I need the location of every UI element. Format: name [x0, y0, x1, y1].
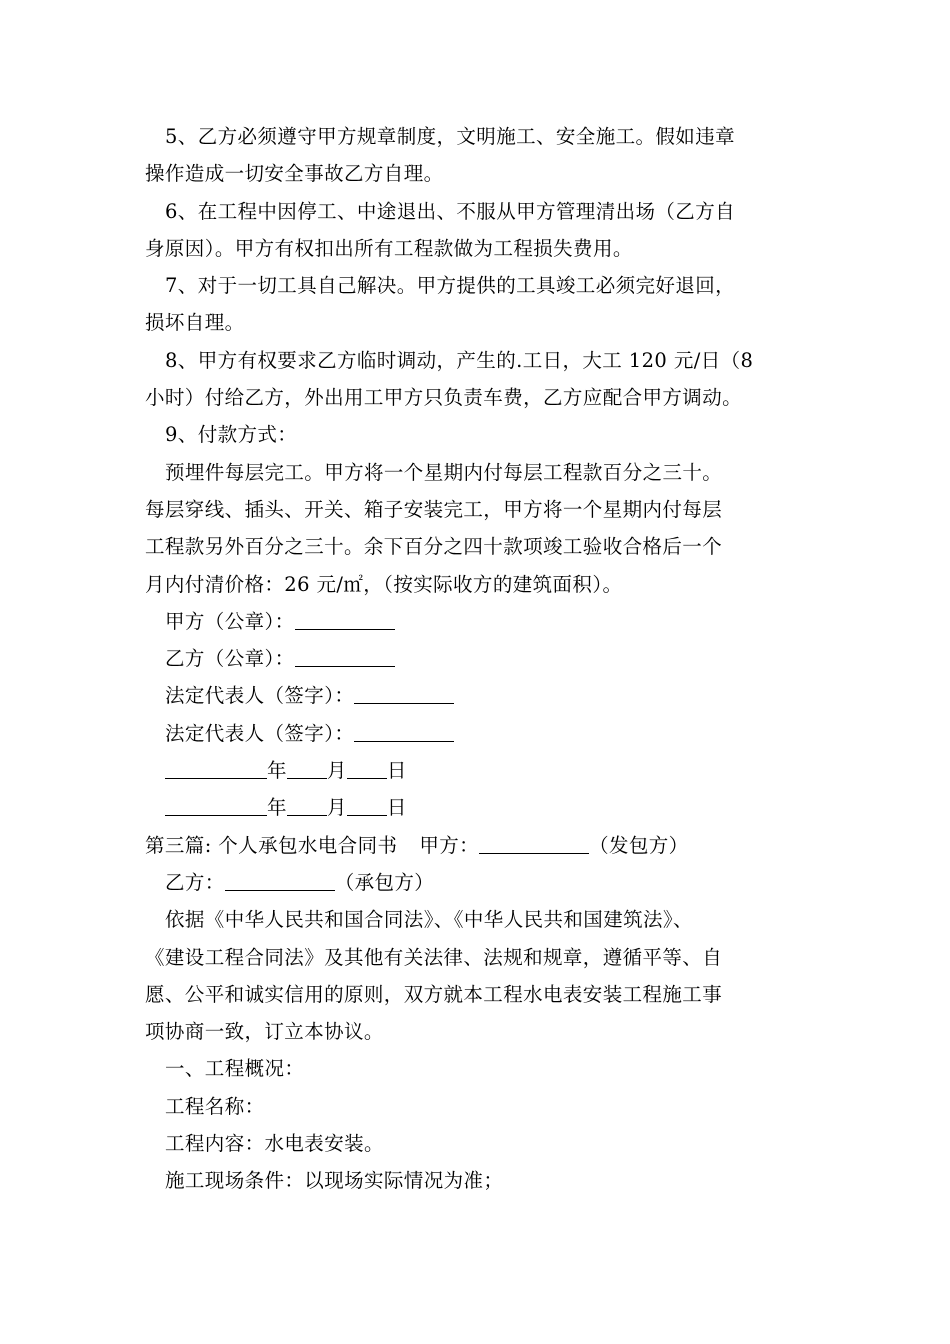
project-name-line: 工程名称： [165, 1094, 265, 1118]
party-b-seal-label: 乙方（公章）： [165, 647, 295, 671]
intro-line-2: 《建设工程合同法》及其他有关法律、法规和规章，遵循平等、自 [145, 945, 723, 969]
legal-rep-line-2 [145, 715, 810, 752]
date-day-blank-1[interactable] [347, 756, 387, 779]
year-label-2: 年 [267, 796, 287, 820]
day-label-2: 日 [386, 796, 407, 820]
party-b-seal-line [145, 640, 810, 677]
project-content-line: 工程内容：水电表安装。 [165, 1132, 384, 1156]
site-conditions-line: 施工现场条件：以现场实际情况为准； [165, 1169, 504, 1193]
party-a-seal-line [145, 603, 810, 640]
section-3-party-a-label: 甲方： [419, 833, 480, 857]
section-3-party-a-role: （发包方） [589, 833, 689, 857]
clause-8-line-1: 8、甲方有权要求乙方临时调动，产生的.工日，大工 120 元/日（8 [165, 348, 754, 372]
month-label-2: 月 [326, 796, 347, 820]
month-label-1: 月 [326, 759, 347, 783]
year-label-1: 年 [267, 759, 287, 783]
clause-8-line-2: 小时）付给乙方，外出用工甲方只负责车费，乙方应配合甲方调动。 [145, 386, 743, 410]
clause-7-line-1: 7、对于一切工具自己解决。甲方提供的工具竣工必须完好退回， [165, 274, 736, 298]
day-label-1: 日 [386, 759, 407, 783]
clause-9-heading: 9、付款方式： [165, 423, 298, 447]
section-3-heading-line [145, 827, 810, 864]
section-3-heading: 第三篇: 个人承包水电合同书 [145, 833, 398, 857]
date-line-2 [145, 789, 810, 826]
section-3-party-b-line [145, 864, 810, 901]
legal-rep-line-1 [145, 677, 810, 714]
overview-heading: 一、工程概况： [165, 1057, 305, 1081]
clause-6-line-1: 6、在工程中因停工、中途退出、不服从甲方管理清出场（乙方自 [165, 199, 736, 223]
clause-5-line-2: 操作造成一切安全事故乙方自理。 [145, 162, 444, 186]
legal-rep-label-1: 法定代表人（签字）： [165, 684, 355, 708]
payment-line-4: 月内付清价格：26 元/㎡，（按实际收方的建筑面积）。 [145, 572, 623, 596]
clause-5-line-1: 5、乙方必须遵守甲方规章制度，文明施工、安全施工。假如违章 [165, 125, 736, 148]
payment-line-2: 每层穿线、插头、开关、箱子安装完工，甲方将一个星期内付每层 [145, 497, 723, 521]
date-month-blank-1[interactable] [287, 756, 327, 779]
date-line-1 [145, 752, 810, 789]
legal-rep-blank-2[interactable] [354, 719, 454, 742]
party-a-seal-blank[interactable] [295, 607, 395, 630]
section-3-party-b-role: （承包方） [334, 870, 435, 894]
date-year-blank-1[interactable] [165, 756, 267, 779]
intro-line-4: 项协商一致，订立本协议。 [145, 1020, 384, 1044]
section-3-party-a-blank[interactable] [479, 831, 589, 854]
payment-line-3: 工程款另外百分之三十。余下百分之四十款项竣工验收合格后一个 [145, 535, 723, 559]
date-day-blank-2[interactable] [347, 793, 387, 816]
payment-line-1: 预埋件每层完工。甲方将一个星期内付每层工程款百分之三十。 [165, 460, 723, 484]
section-3-party-b-blank[interactable] [225, 868, 335, 891]
clause-6-line-2: 身原因）。甲方有权扣出所有工程款做为工程损失费用。 [145, 236, 633, 260]
legal-rep-label-2: 法定代表人（签字）： [165, 721, 355, 745]
intro-line-3: 愿、公平和诚实信用的原则，双方就本工程水电表安装工程施工事 [145, 982, 723, 1006]
clause-7-line-2: 损坏自理。 [145, 311, 245, 335]
legal-rep-blank-1[interactable] [354, 681, 454, 704]
party-b-seal-blank[interactable] [295, 644, 395, 667]
intro-line-1: 依据《中华人民共和国合同法》、《中华人民共和国建筑法》、 [165, 908, 693, 932]
document-page [145, 118, 810, 1200]
party-a-seal-label: 甲方（公章）： [165, 609, 295, 633]
section-3-party-b-label: 乙方： [165, 870, 225, 894]
date-year-blank-2[interactable] [165, 793, 267, 816]
date-month-blank-2[interactable] [287, 793, 327, 816]
